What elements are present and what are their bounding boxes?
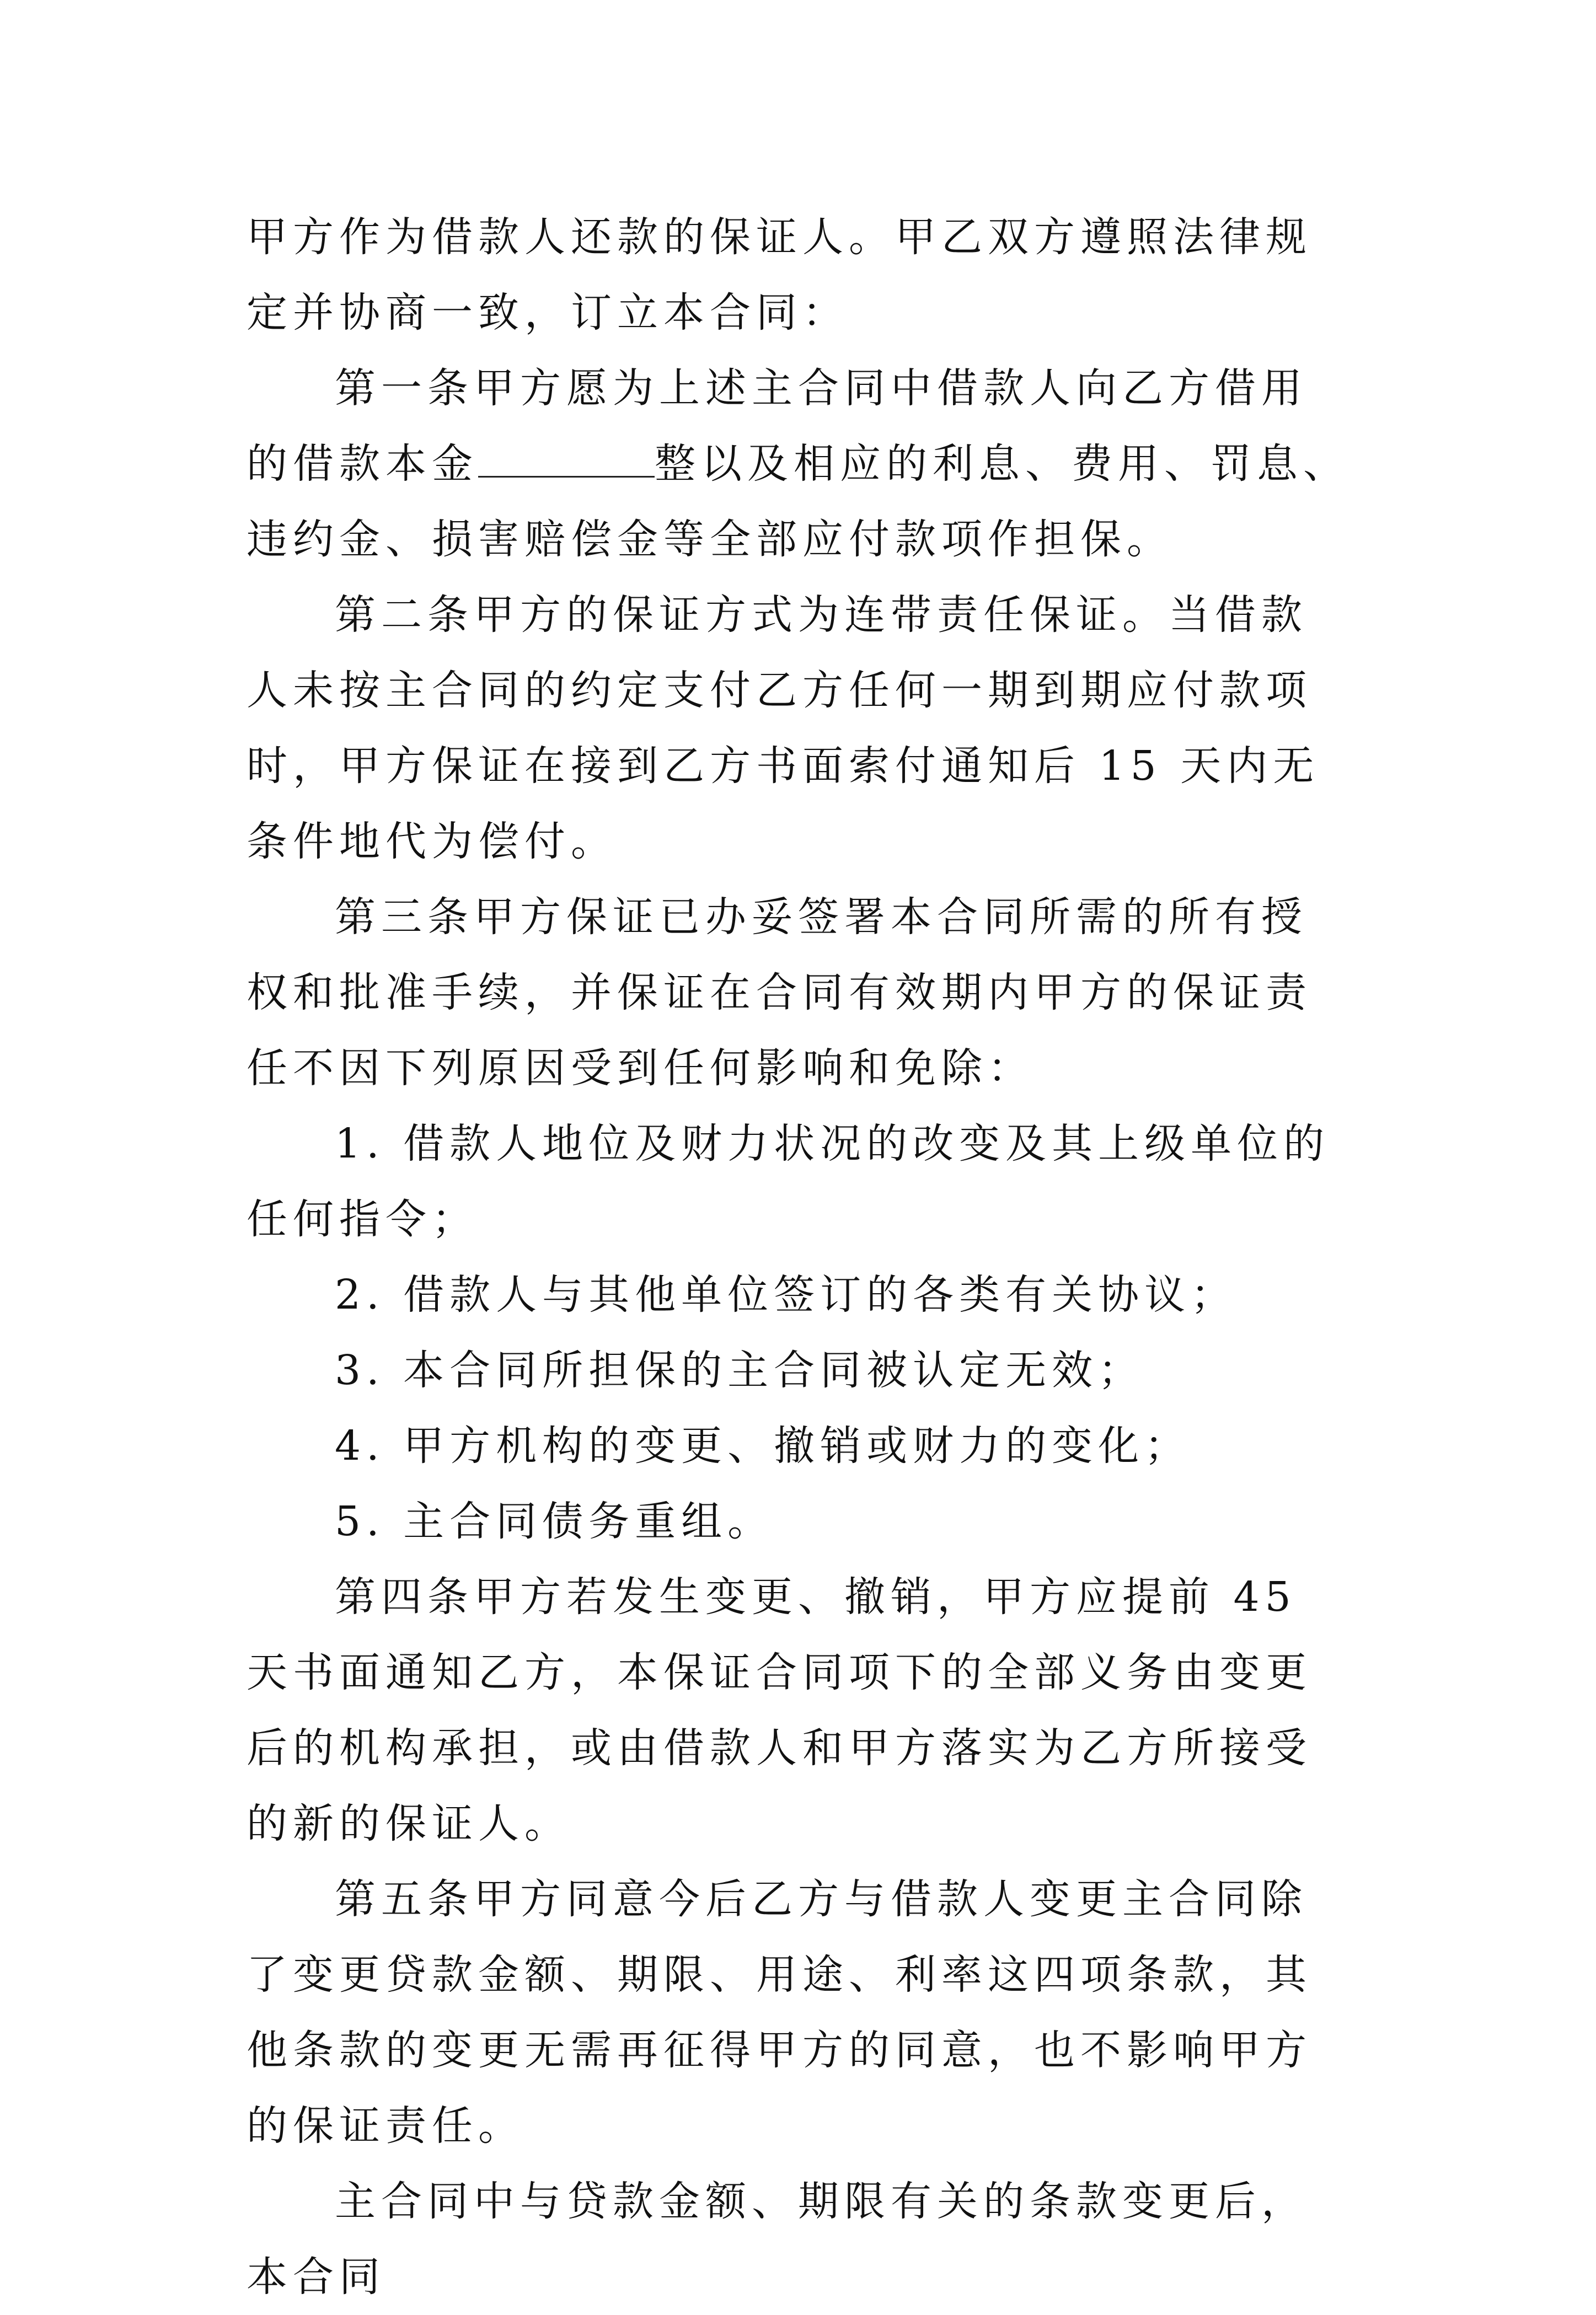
list-item-3: 3. 本合同所担保的主合同被认定无效；: [335, 1347, 1145, 1394]
paragraph-article-5-continued: 主合同中与贷款金额、期限有关的条款变更后，本合同: [247, 2178, 1308, 2301]
paragraph-intro: 甲方作为借款人还款的保证人。甲乙双方遵照法律规定并协商一致，订立本合同：: [247, 213, 1312, 336]
paragraph-article-1: [247, 351, 1349, 577]
list-item-5: 5. 主合同债务重组。: [335, 1498, 774, 1545]
loan-principal-blank: [478, 435, 655, 478]
paragraph-article-4: 第四条甲方若发生变更、撤销，甲方应提前 45 天书面通知乙方，本保证合同项下的全部义务由变更后的机构承担，或由借款人和甲方落实为乙方所接受的新的保证人。: [247, 1573, 1312, 1847]
paragraph-article-5: 第五条甲方同意今后乙方与借款人变更主合同除了变更贷款金额、期限、用途、利率这四项条款，其他条款的变更无需再征得甲方的同意，也不影响甲方的保证责任。: [247, 1875, 1312, 2150]
article-1-text-after: 整以及相应的利息、费用、罚息、违约金、损害赔偿金等全部应付款项作担保。: [247, 440, 1349, 563]
list-item-4: 4. 甲方机构的变更、撤销或财力的变化；: [335, 1422, 1191, 1470]
list-item-2: 2. 借款人与其他单位签订的各类有关协议；: [335, 1271, 1238, 1319]
article-1-text-before: 第一条甲方愿为上述主合同中借款人向乙方借用的借款本金: [247, 365, 1308, 487]
paragraph-article-3: 第三条甲方保证已办妥签署本合同所需的所有授权和批准手续，并保证在合同有效期内甲方的保证责任不因下列原因受到任何影响和免除：: [247, 893, 1312, 1092]
list-item-1: 1. 借款人地位及财力状况的改变及其上级单位的任何指令；: [247, 1120, 1330, 1243]
paragraph-article-2: 第二条甲方的保证方式为连带责任保证。当借款人未按主合同的约定支付乙方任何一期到期应付款项时，甲方保证在接到乙方书面索付通知后 15 天内无条件地代为偿付。: [247, 591, 1320, 865]
document-body: [247, 200, 1349, 2315]
